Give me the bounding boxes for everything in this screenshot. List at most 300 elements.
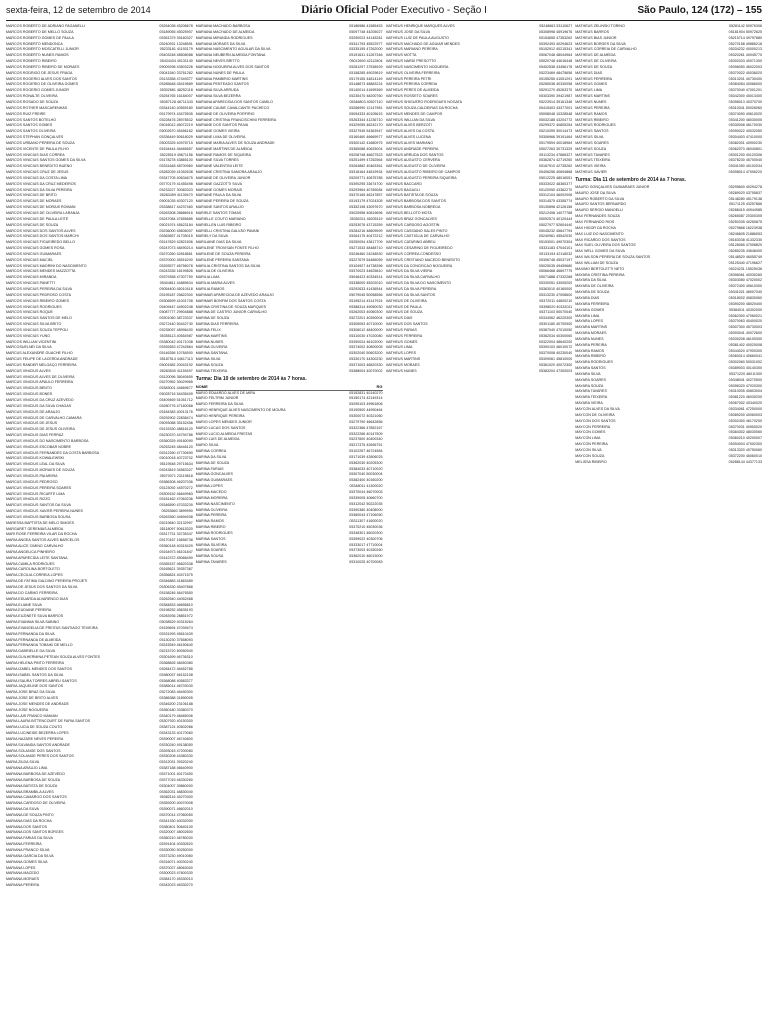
person-rg: 05371220 46011300: [728, 371, 762, 376]
person-rg: 05334062 46220300: [538, 316, 573, 321]
person-name: MARCUS VINICIUS MORAES DE SOUZA: [6, 468, 75, 473]
person-name: MAYCON GOMES: [575, 430, 606, 435]
person-rg: 05279790 46642856: [349, 419, 383, 424]
person-name: MARCOS SANTOS BOTELHO: [6, 117, 57, 122]
person-rg: 05371103 50070040: [539, 310, 573, 315]
person-name: MATHEUS DE OLIVEIRA: [385, 298, 427, 303]
person-name: MARIO LOPES MENDES JUNIOR: [195, 419, 252, 424]
person-name: MARCOS VINICIUS RODRIGUES: [6, 304, 62, 309]
person-name: MARINA DIAS FERREIRA: [195, 322, 239, 327]
person-name: MARINA DE SOUZA: [195, 316, 230, 321]
person-rg: 05341200 48030005: [728, 117, 762, 122]
person-name: MAX SUEL OLIVEIRA DOS SANTOS: [575, 243, 636, 248]
person-name: MATHEUS CORREA CONDESSO: [385, 251, 442, 256]
person-name: MARIANA FRANCO SILVA: [6, 847, 50, 852]
person-name: MARINA FARIAS: [195, 466, 224, 471]
person-name: MAYARA RAMOS: [575, 348, 605, 353]
person-rg: 05342300 45013400: [728, 94, 762, 99]
person-rg: 05224231 15525036: [728, 266, 762, 271]
person-name: MARINA PEREIRA: [195, 513, 227, 518]
person-name: MAYARA DE OLIVEIRA: [575, 284, 614, 289]
person-name: MATHEUS RODRIGUES: [575, 123, 616, 128]
person-name: MARCOS VINICIUS YUNG: [6, 333, 51, 338]
person-rg: 05301200 40120306: [728, 152, 762, 157]
person-rg: 05370023 44625810: [349, 269, 383, 274]
person-name: MATHEUS DIAS: [385, 316, 413, 321]
person-rg: 05330208 44380330: [159, 754, 193, 759]
person-rg: 05387040 47010050: [538, 327, 573, 332]
person-rg: 05362874 42719260: [538, 158, 573, 163]
person-name: MATHEUS BORGES DA SILVA: [575, 41, 626, 46]
person-rg: 05284216 48609599: [349, 228, 383, 233]
person-name: MAX RICARDO DOS SANTOS: [575, 237, 626, 242]
person-name: MARIANA DOS SANTOS: [6, 824, 48, 829]
person-name: MARIANA FARIAS DA SILVA: [6, 836, 53, 841]
person-name: MARCOS VICENTE DE PAULA FILHO: [6, 146, 69, 151]
person-name: MARINA FELIX: [195, 327, 221, 332]
person-rg: 05331993 45610439: [159, 631, 193, 636]
person-rg: 05041540 33761262: [159, 70, 193, 75]
person-name: MATHEUS VIEIRA: [575, 164, 606, 169]
person-name: MARCOS ROBERTO NUNES RAMOS: [6, 53, 69, 58]
person-name: MATHEUS SANTOS: [575, 129, 609, 134]
person-name: MARIA LUCINEIDE BEZERRA LOPES: [6, 731, 69, 736]
person-rg: 05320007 48002600: [159, 830, 193, 835]
person-rg: 05317731 33735347: [159, 532, 193, 537]
person-rg: 05370044 46070003: [349, 489, 383, 494]
person-rg: 05310041 50026060: [728, 105, 762, 110]
person-name: MATHEUS CASSIANO SALES PINTO: [385, 228, 448, 233]
person-rg: 05362070 46040801: [728, 146, 762, 151]
person-rg: 05071888 47332268: [538, 275, 573, 280]
person-rg: 05167910 42735262: [538, 164, 573, 169]
person-rg: 05253245 48446120: [159, 444, 193, 449]
person-rg: 05263344 41236710: [349, 117, 383, 122]
person-name: MATHEUS BARBOSA DOS SANTOS: [385, 199, 446, 204]
person-name: MARIANA NUNES DE PAULA: [195, 70, 245, 75]
person-rg: 05381402 40020008: [728, 342, 762, 347]
person-rg: 05230370 44794766: [159, 433, 193, 438]
person-name: MARCUS VINICIUS DA CRUZ AZEVEDO: [6, 398, 74, 402]
person-name: MARIANE CRISTINA FRANCISCHINI FERREIRA: [195, 117, 277, 122]
person-rg: 05357128 46711343: [159, 99, 193, 104]
turma-heading: Turma: Dia 11 de setembro de 2014 às 7 horas.: [575, 176, 687, 183]
person-name: MARIANA BRAMBILA ALVES: [6, 789, 54, 794]
person-rg: 05184383 40013176: [159, 409, 193, 414]
person-rg: 05341021 46007040: [728, 290, 762, 295]
person-rg: 05148673 48883224: [349, 82, 383, 87]
person-rg: 05118097 50615320: [159, 526, 193, 531]
person-rg: 05396050 46022003: [728, 64, 762, 69]
person-rg: 05288144 44377133: [728, 459, 762, 464]
person-rg: 05393041 40072600: [728, 331, 762, 336]
person-name: MARIO LUIS DE ALMEIDA: [195, 437, 240, 442]
person-name: MARINA RIBEIRO: [195, 525, 226, 530]
person-rg: 05295600 40294278: [728, 184, 762, 189]
person-rg: 05333022 48360377: [538, 181, 573, 186]
person-rg: 05304007 39860000: [159, 783, 193, 788]
person-name: MARILIA CRISTINA SANTOS DA SILVA: [195, 263, 261, 268]
person-rg: 05027977 52604440: [538, 222, 573, 227]
person-rg: 05368088 40583377: [159, 678, 193, 683]
person-name: MARIANE DOS SANTOS PAIVA: [195, 123, 249, 128]
person-rg: 05148280 45179138: [728, 196, 762, 201]
person-rg: 05225019 49671156: [159, 152, 193, 157]
person-name: MARCOS ROBERTO MENDONCA: [6, 41, 63, 46]
person-rg: 05309152 46649983: [159, 491, 193, 496]
person-rg: 05307920 40150300: [159, 719, 193, 724]
person-name: MAYARA DIAS: [575, 295, 600, 300]
person-rg: 05283540 41159497: [159, 368, 193, 373]
person-rg: 05281297 37538929: [349, 64, 383, 69]
person-rg: 05374002 40800005: [349, 345, 383, 350]
person-rg: 05360210 40200007: [728, 436, 762, 441]
person-rg: 05104927 44738396: [349, 263, 383, 268]
person-name: MARCOS VINICIUS GOMES ROSA: [6, 246, 65, 251]
person-name: MARIELLEN LUIS RIBEIRO: [195, 222, 242, 227]
person-name: MARCUS VINICIUS PEREIRA SOARES: [6, 485, 72, 490]
person-rg: 05327945 54363947: [349, 129, 383, 134]
person-rg: 05398014 47006220: [728, 170, 762, 175]
person-rg: 05307040 50030004: [349, 472, 383, 477]
person-rg: 05272083 46490300: [159, 690, 193, 695]
person-name: MARIA FERNANDA DA SILVA: [6, 631, 55, 636]
person-rg: 05087777 29904888: [159, 310, 193, 315]
person-rg: 05384833 46656810: [159, 602, 193, 607]
person-name: MARINA MACEDO: [195, 489, 227, 494]
person-rg: 05338000 45202010: [349, 281, 383, 286]
person-name: MAYARA TEIXEIRA: [575, 395, 608, 400]
person-name: MATHEUS ALVES LUCENA: [385, 135, 431, 140]
person-name: MARIA JAQUELINE DOS SANTOS: [6, 684, 64, 689]
person-rg: 05210399 30014473: [538, 129, 573, 134]
person-rg: 05320261 40045770: [728, 53, 762, 58]
table-header: [196, 384, 383, 391]
person-rg: 05359200 40070008: [159, 801, 193, 806]
person-name: MARCOS VINICIUS DE PAULA LEITE: [6, 216, 69, 221]
person-rg: 05406256 40694868: [538, 170, 573, 175]
person-rg: 05079045 50058556: [349, 292, 383, 297]
person-name: MATHEUS DE SOUZA: [575, 64, 613, 69]
person-rg: 05248663 53110627: [539, 24, 573, 28]
person-rg: 05346200 23106188: [159, 701, 193, 706]
person-rg: 05147829 42821506: [159, 240, 193, 245]
person-name: MARILIA LIMA: [195, 275, 220, 280]
person-rg: 05390007 46740800: [159, 736, 193, 741]
person-rg: 05119548 29715634: [159, 462, 193, 467]
person-name: MARIO FELTRIM JUNIOR: [195, 396, 239, 401]
list-columns: [6, 24, 762, 1020]
person-rg: 05130898 42126156: [538, 205, 573, 210]
person-rg: 05152831 40140270: [349, 390, 383, 395]
person-name: MAYARA MORAES: [575, 331, 607, 336]
person-name: MARCUS VINICIUS DE ARAUJO: [6, 409, 61, 414]
person-rg: 05356824 40471575: [159, 573, 193, 578]
person-rg: 05341050 40102034: [728, 164, 762, 169]
person-name: MAX WELL GOMES DA SILVA: [575, 249, 625, 254]
person-name: MARINA DA SILVA: [195, 454, 227, 459]
person-name: MARIANE GOMES MORAIS: [195, 187, 243, 192]
person-name: MATHEUS BARBOSA NOBREGA: [385, 205, 441, 210]
person-rg: 05181904 50972625: [728, 29, 762, 34]
person-name: MARCOS VINICIUS DA CRUZ MEDEIROS: [6, 181, 76, 186]
person-rg: 05391404 40330520: [159, 842, 193, 847]
person-name: MATHEUS ZELINSKI TORINO: [575, 24, 625, 28]
person-rg: 05300023 47600330: [159, 871, 193, 876]
person-rg: 05342023 46330270: [159, 883, 193, 888]
person-name: MATHEUS MORAES: [385, 362, 420, 367]
person-rg: 05362034 40300060: [538, 333, 573, 338]
person-rg: 05372400 40610300: [728, 284, 762, 289]
person-name: MARIO LUCAS DOS SANTOS: [195, 425, 246, 430]
person-name: MARCOS RODRIGO DE JESUS FRAGA: [6, 70, 73, 75]
person-name: MATHEUS DA CONCEICAO NOGUEIRA: [385, 263, 453, 268]
person-name: MARINA CORREA: [195, 449, 227, 454]
person-name: MARCOS VINICIUS SILVA BRITO: [6, 322, 62, 327]
person-rg: 05415403 43377001: [538, 105, 573, 110]
person-name: MARINA SOUZA: [195, 362, 224, 367]
person-rg: 05012225 48016051: [538, 175, 573, 180]
person-name: MARIANE GAZZOTTI SILVA: [195, 181, 242, 186]
person-rg: 05352198 43097670: [349, 205, 383, 210]
person-rg: 05387124 40502066: [159, 725, 193, 730]
person-name: MARIANA GARCIA DA SILVA: [6, 853, 54, 858]
person-rg: 05340179 48465006: [159, 713, 193, 718]
person-rg: 05305053 40710000: [349, 322, 383, 327]
person-name: MATHEUS DE PAULA: [385, 304, 422, 309]
table-header-cell: NOME: [195, 383, 208, 389]
person-rg: 05140014 41695369: [349, 88, 383, 93]
person-name: MARCOS RONALTE OLIVEIRA: [6, 94, 58, 99]
person-rg: 05346883 41863489: [159, 579, 193, 584]
person-rg: 05390103 46010072: [538, 345, 573, 350]
person-rg: 05233227 30083323: [159, 187, 193, 192]
person-name: MARIANA MORAES: [6, 877, 40, 882]
person-rg: 05393577 46756078: [159, 263, 193, 268]
person-name: MARCOS STEPHAN GONÇALVES: [6, 135, 64, 140]
person-name: MARIA EVANNIA SILVA SABINO: [6, 620, 60, 625]
person-rg: 05028716 54435409: [159, 392, 193, 397]
person-name: MARCOS VINICIUS SANTOS DE MELO: [6, 316, 72, 321]
person-name: MARIANA NEVES BRITTO: [195, 59, 240, 64]
person-name: MATHEUS BIAS JUNIOR: [575, 35, 617, 40]
person-name: MATHEUS SOUZA CALDEIRAS DA ROCHA: [385, 105, 458, 110]
person-rg: 05048423 40334514: [349, 275, 383, 280]
person-rg: 05302040 50603200: [349, 351, 383, 356]
person-rg: 05094333 40105615: [349, 111, 383, 116]
person-rg: 05254765 16184007: [159, 94, 193, 99]
person-name: MARILIA MARIA ALVES: [195, 281, 235, 286]
person-name: MARIA LAIS FRANCO MANIAN: [6, 713, 58, 718]
person-name: MARCOS VINICIUS MADRINI DO NASCIMENTO: [6, 263, 87, 268]
person-rg: 05272201 40390004: [349, 316, 383, 321]
person-rg: 05170167 15658738: [159, 538, 193, 543]
person-name: MARCOS SANTOS GOMES: [6, 123, 53, 128]
person-rg: 05316071 40030240: [159, 859, 193, 864]
person-name: MATHEUS JOSE DA SILVA: [385, 29, 431, 34]
person-rg: 05208748 46627523: [349, 152, 383, 157]
person-rg: 05385014 46703030: [159, 684, 193, 689]
person-rg: 05066468 46697779: [538, 269, 573, 274]
person-name: MARIA ISAURA TORRES ABREU SANTOS: [6, 678, 77, 683]
person-name: MAYARA VIEIRA: [575, 401, 603, 406]
person-name: MARCOS VINICIUS DA COSTA LIMA: [6, 175, 68, 180]
person-name: MARCOS RUIZ FREIRE: [6, 111, 46, 116]
person-name: MARCUS VINICIUS FERNANDES DA COSTA BARBOSA: [6, 450, 100, 455]
person-name: MAYARA PEREIRA: [575, 342, 607, 347]
person-rg: 05217375 42696751: [349, 443, 383, 448]
column-col-4: [575, 24, 762, 1020]
person-name: MARIANA NEUBERN ALMEIDA FONTANA: [195, 53, 266, 58]
person-name: MATHEUS DOS SANTOS: [385, 322, 428, 327]
person-rg: 05372200 46060010: [728, 453, 762, 458]
person-rg: 05402538 43456176: [538, 64, 573, 69]
person-name: MARIA APARECIDA LEITE SANTANA: [6, 555, 68, 560]
person-rg: 05346803 40527110: [349, 99, 383, 104]
person-rg: 05148520 46055749: [728, 255, 762, 260]
person-name: MARIANE MARIA ALVES DE SOUZA ANDRADE: [195, 140, 275, 145]
person-rg: 05390200 48020400: [728, 301, 762, 306]
person-name: MARCUS VINICIUS KOWALEWSKI: [6, 456, 65, 461]
person-name: MARIA SOLANGE DOS SANTOS: [6, 748, 61, 753]
person-rg: 05120096 36040659: [159, 374, 193, 379]
person-name: MARIANA NOGUEIRA ALVES DOS SANTOS: [195, 64, 270, 69]
person-rg: 05392493 40294623: [538, 41, 573, 46]
person-rg: 05246460 24248530: [349, 251, 383, 256]
person-rg: 05329055 46242170: [349, 123, 383, 128]
person-rg: 05360043 47106050: [349, 513, 383, 518]
person-rg: 05384011 40302000: [728, 307, 762, 312]
person-name: MARCOS VINICIUS DE MORAIS ROMANI: [6, 205, 76, 210]
person-name: MAYCON ALVES DA SILVA: [575, 407, 620, 411]
person-rg: 05292633 41436544: [349, 286, 383, 291]
person-name: MARIANA PENTEADO SANTOS: [195, 82, 249, 87]
person-name: MARCOS ROTHER MASCARENHAS: [6, 105, 68, 110]
person-rg: 05215720 50050940: [159, 649, 193, 654]
person-rg: 05262003 40060300: [349, 310, 383, 315]
person-rg: 05370031 40900020: [728, 424, 762, 429]
person-name: MARIO FERREIRA DA SILVA: [195, 402, 244, 407]
person-rg: 05120050 43362270: [538, 187, 573, 192]
person-name: MELISSA RIBEIRO: [575, 459, 607, 464]
person-rg: 05032188 43204772: [538, 117, 573, 122]
person-name: MARIMAR APARECIDA DE AZEVEDO ARAUJO: [195, 292, 274, 297]
person-name: MARIA JOSE NOGUEIRA: [6, 707, 49, 712]
person-rg: 05355157 46620338: [159, 561, 193, 566]
person-name: MARCUS VINICIUS XAVIER PEREIRA NUNES: [6, 509, 83, 514]
person-rg: 05289020 43755837: [728, 190, 762, 195]
person-name: MARCUS VINICIUS DE JESUS: [6, 421, 58, 426]
person-rg: 05195187 25822300: [159, 292, 193, 297]
person-name: MARCOS ROBERTO MOSCATELLI JUNIOR: [6, 47, 79, 52]
person-rg: 05330008 46170030: [728, 123, 762, 128]
person-name: MARIA EDUARDA ALVARENGO DIAS: [6, 596, 69, 601]
person-rg: 05150174 42149314: [349, 396, 383, 401]
person-rg: 05336449 50618029: [159, 135, 193, 140]
person-name: MATHEUS NUNES: [575, 99, 607, 104]
list-item: [575, 170, 762, 176]
person-name: MARIELLE COUTO MARIANO: [195, 216, 246, 221]
person-name: MATHEUS AUGUSTO CERVERA: [385, 158, 441, 163]
person-name: MATHEUS NUNES: [385, 368, 417, 373]
person-name: MARIA EUDIANE PEREIRA: [6, 608, 52, 613]
person-name: MATHEUS TAVARES: [575, 152, 610, 157]
person-rg: 05367002 40340020: [728, 401, 762, 406]
person-rg: 05346590 47033239: [159, 503, 193, 508]
person-rg: 05398013 40370700: [728, 99, 762, 104]
person-name: MARIANA MACEDO: [6, 871, 40, 876]
person-rg: 05142372 45066490: [159, 555, 193, 560]
person-name: MARIANA DA SILVA: [6, 807, 39, 812]
person-rg: 05382116 45270300: [159, 795, 193, 800]
person-name: MAX FERNANDO RIOS: [575, 220, 615, 224]
person-name: MARCOS VINICIUS MENDES MAZZOTTA: [6, 269, 76, 274]
person-rg: 05165621 39357367: [159, 567, 193, 572]
person-name: MARCOS VINICIUS SOUZA TEPPOLI: [6, 327, 69, 332]
person-name: MATHEUS MARTINS: [575, 94, 610, 99]
person-name: MARIANA ARAUJO LIMA: [6, 766, 48, 771]
person-name: MARCOS VINICIUS RIBEIRO GOMES: [6, 298, 70, 303]
person-name: MARCUS ALEXANDRE GUACHE FILHO: [6, 351, 73, 356]
person-name: MATHEUS MARIANO PEREIRA: [385, 47, 438, 52]
person-rg: 05280776 47160068: [159, 403, 193, 408]
person-rg: 05179594 40018984: [538, 140, 573, 145]
person-name: MARIA FERNANDA DE ALMEIDA: [6, 637, 61, 642]
person-rg: 05331183 47044101: [539, 246, 573, 251]
person-rg: 05360014 40660041: [728, 354, 762, 359]
person-name: MARIA DE FATIMA GALDINO PEREIRA PROJETI: [6, 579, 88, 584]
person-name: MARILENE PEREIRA SANTANA: [195, 257, 249, 262]
person-name: MATHEUS SHIGUERO RODRIGUES NOGATA: [385, 99, 463, 104]
person-rg: 05371001 40170450: [159, 772, 193, 776]
person-rg: 05067048 48044964: [538, 53, 573, 58]
person-rg: 05365088 40625004: [349, 146, 383, 151]
person-name: MARIANA CARDOSO DE OLIVEIRA: [6, 801, 66, 806]
person-rg: 05372011 44600210: [539, 298, 573, 303]
person-name: MAYCON SOUZA: [575, 453, 605, 458]
person-rg: 05250335 40250875: [728, 220, 762, 224]
person-rg: 05362010 46013000: [349, 554, 383, 559]
person-rg: 05390024 46102000: [349, 339, 383, 344]
person-rg: 05348301 46020300: [349, 530, 383, 535]
person-name: MARCUS VINICIUS RICARTE LIMA: [6, 491, 65, 496]
person-name: MARINA TAVARES: [195, 560, 227, 565]
person-rg: 05370000 45516200: [159, 257, 193, 262]
person-rg: 05158246 46476550: [159, 590, 193, 595]
person-name: MARINA RODRIGUES: [195, 530, 233, 535]
person-name: MARIELE SANTOS TOMAS: [195, 211, 242, 215]
person-rg: 05360180 33380370: [159, 707, 193, 712]
person-name: MARINA SANTANA: [195, 351, 228, 356]
person-name: MATHEUS LUIZ DE PAULA AUGUSTO: [385, 35, 449, 40]
person-name: MAYARA LIMA: [575, 313, 600, 318]
person-name: MARCOS ROBERTO RIBEIRO: [6, 59, 57, 64]
person-name: MARCOS WILLIAN VICENTINI: [6, 339, 57, 344]
person-rg: 05330170 44300230: [349, 357, 383, 362]
person-rg: 05001035 40307120: [159, 199, 193, 204]
person-rg: 05246605 21886053: [728, 231, 762, 236]
person-name: MARIANA SILVA BEZERRA: [195, 94, 241, 99]
person-name: MARIANA SILVA ARRUDA: [195, 88, 239, 93]
turma-heading: Turma: Dia 10 de setembro de 2014 às 7 horas.: [195, 375, 307, 382]
person-rg: 05313230 47008600: [538, 292, 573, 297]
person-name: MARINA CRISTINA DE SOUZA MARQUES: [195, 304, 267, 309]
person-name: MARIANA MIRANDA RODRIGUES: [195, 35, 253, 40]
person-name: MATHEUS OLIVEIRA FERREIRA: [385, 70, 440, 75]
person-name: MARCUS VINICIUS BARBOSA SOUSA: [6, 514, 71, 519]
person-rg: 05370165 46247857: [349, 193, 383, 198]
person-rg: 05362300 47060021: [728, 313, 762, 318]
